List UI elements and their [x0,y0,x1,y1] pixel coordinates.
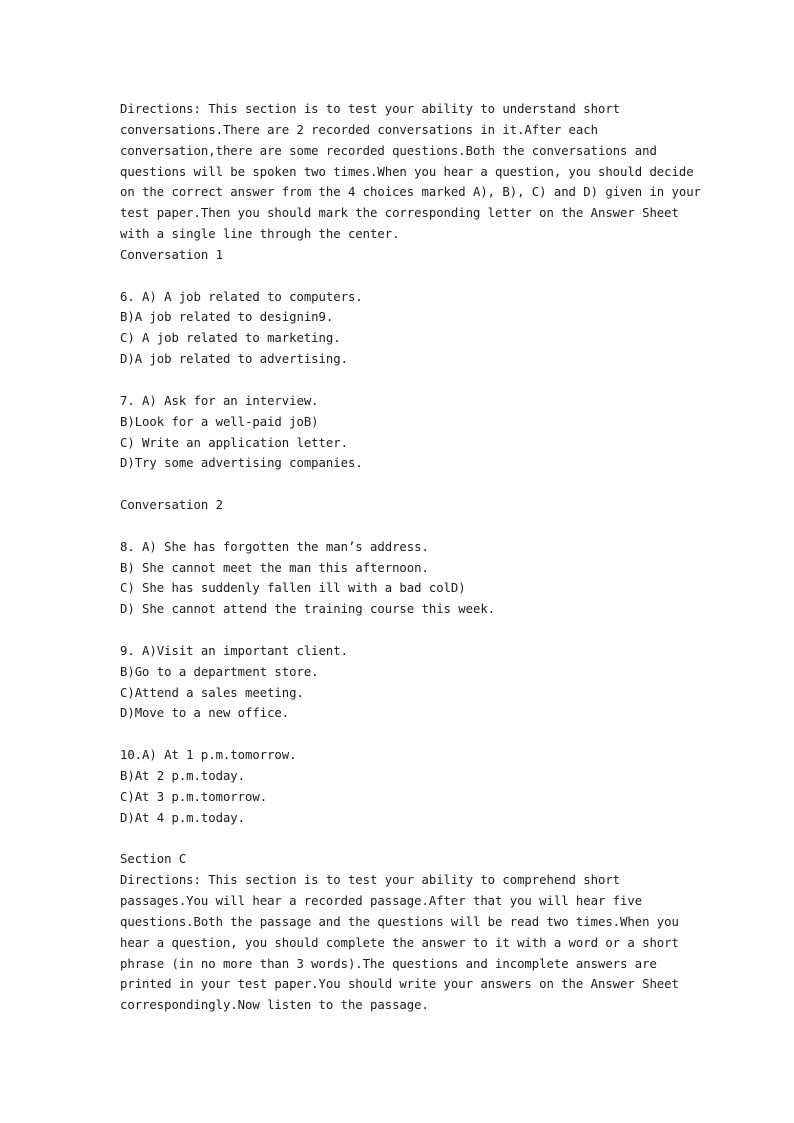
section-c-heading: Section C [120,852,187,867]
spacer [120,474,680,495]
directions-line: Directions: This section is to test your ability to comprehend short [120,873,621,888]
question-8 [120,537,680,620]
question-option: B)A job related to designin9. [120,310,334,325]
directions-line: with a single line through the center. [120,227,400,242]
directions-line: hear a question, you should complete the answer to it with a word or a short [120,935,679,950]
question-option: B) She cannot meet the man this afternoon. [120,560,429,575]
directions-line: phrase (in no more than 3 words).The questions and incomplete answers are [120,956,657,971]
directions-line: passages.You will hear a recorded passage.After that you will hear five [120,894,643,909]
question-6 [120,287,680,370]
question-option: D) She cannot attend the training course this week. [120,602,496,617]
spacer [120,620,680,641]
question-option: C) A job related to marketing. [120,331,341,346]
question-option: 7. A) Ask for an interview. [120,393,319,408]
question-10 [120,745,680,828]
question-option: D)At 4 p.m.today. [120,810,246,825]
question-option: B)At 2 p.m.today. [120,769,246,783]
directions-line: Directions: This section is to test your ability to understand short [120,102,621,116]
question-option: C)Attend a sales meeting. [120,685,304,700]
spacer [120,724,680,745]
question-7 [120,391,680,474]
spacer [120,829,680,850]
directions-line: questions will be spoken two times.When you hear a question, you should decide [120,164,694,179]
section-c-directions [120,870,680,1016]
spacer [120,516,680,537]
question-option: 10.A) At 1 p.m.tomorrow. [120,748,297,763]
question-option: D)Try some advertising companies. [120,456,363,471]
question-option: D)Move to a new office. [120,706,290,721]
directions-line: printed in your test paper.You should write your answers on the Answer Sheet [120,977,679,992]
question-option: B)Go to a department store. [120,664,319,679]
question-option: 6. A) A job related to computers. [120,289,363,304]
spacer [120,370,680,391]
question-option: D)A job related to advertising. [120,352,348,367]
conversation-1-heading: Conversation 1 [120,247,223,262]
directions-line: questions.Both the passage and the questions will be read two times.When you [120,914,679,929]
directions-line: on the correct answer from the 4 choices marked A), B), C) and D) given in your [120,185,701,200]
directions-line: test paper.Then you should mark the corresponding letter on the Answer Sheet [120,206,679,221]
directions-line: conversation,there are some recorded questions.Both the conversations and [120,143,657,158]
question-option: C) Write an application letter. [120,435,348,450]
spacer [120,266,680,287]
directions-line: conversations.There are 2 recorded conversations in it.After each [120,122,598,137]
document-page [120,99,701,1016]
question-option: C)At 3 p.m.tomorrow. [120,789,268,804]
conversation-2-heading: Conversation 2 [120,498,223,513]
question-9 [120,641,680,724]
question-option: B)Look for a well-paid joB) [120,414,319,429]
directions-line: correspondingly.Now listen to the passage. [120,998,429,1013]
question-option: 8. A) She has forgotten the man’s address. [120,539,429,554]
question-option: C) She has suddenly fallen ill with a bad colD) [120,581,466,596]
question-option: 9. A)Visit an important client. [120,643,348,658]
section-b-directions [120,99,701,245]
